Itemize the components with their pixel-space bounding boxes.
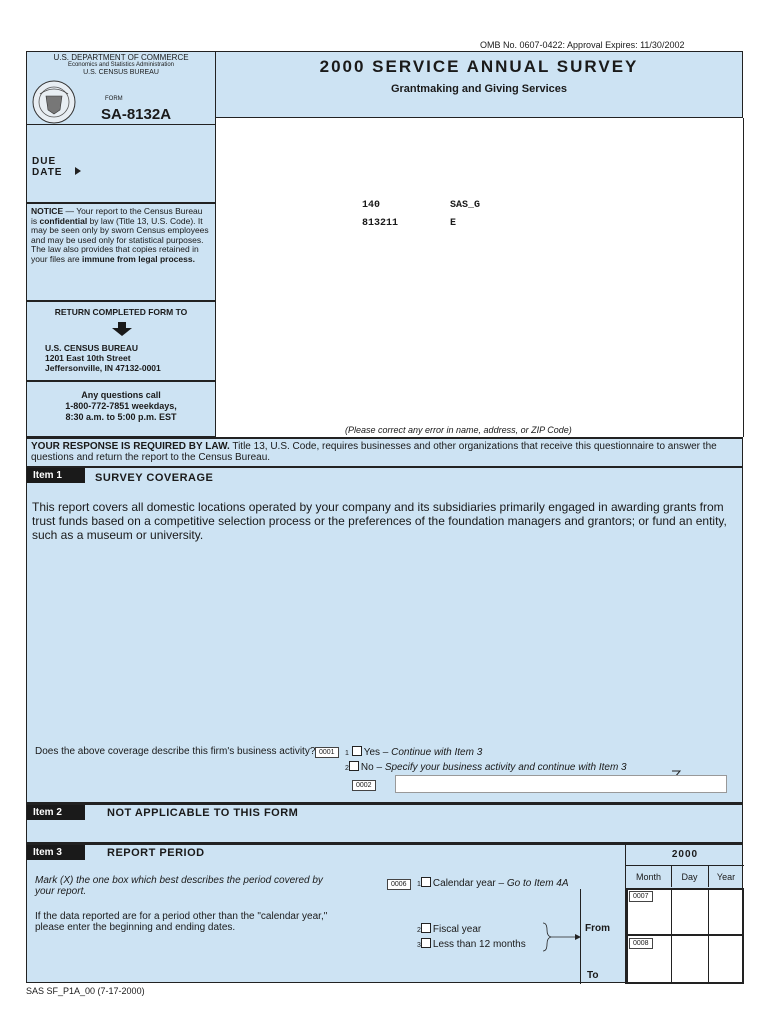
- bureau-name: U.S. CENSUS BUREAU: [83, 69, 159, 76]
- to-label: To: [587, 970, 599, 981]
- less-than-12-months-option[interactable]: 3 Less than 12 months: [417, 939, 526, 950]
- item-2-label: Item 2: [27, 805, 85, 820]
- fiscal-year-option[interactable]: 2 Fiscal year: [417, 924, 482, 935]
- yes-checkbox[interactable]: [352, 746, 362, 756]
- item-1-section: [26, 467, 743, 803]
- no-checkbox[interactable]: [349, 761, 359, 771]
- report-period-instruction-2: If the data reported are for a period other than the "calendar year," please enter the beginning and ending dates.: [35, 911, 328, 933]
- form-label: FORM: [105, 96, 123, 102]
- item-code-0001: 0001: [315, 747, 339, 758]
- calendar-year-checkbox[interactable]: [421, 877, 431, 887]
- notice-block: [26, 203, 216, 301]
- omb-number: OMB No. 0607-0422: Approval Expires: 11/30/2002: [480, 40, 685, 50]
- item-1-body: This report covers all domestic locations operated by your company and its subsidiaries primarily engaged in awarding grants from trust funds based on a competitive selection process or the preferences of the foundation managers and grantors; or fund an entity, such as a museum or university.: [32, 500, 727, 542]
- title-block: [215, 51, 743, 118]
- address-line-1a: 140: [362, 200, 381, 211]
- notice-text-a: — Your report to the Census Bureau is: [31, 206, 203, 226]
- required-heading: YOUR RESPONSE IS REQUIRED BY LAW.: [31, 441, 230, 452]
- year-header: 2000: [671, 849, 699, 860]
- department-block: [26, 51, 216, 203]
- item-code-0002: 0002: [352, 780, 376, 791]
- arrow-right-icon: [75, 167, 81, 175]
- from-day-field[interactable]: [673, 892, 707, 932]
- phone-hours: 8:30 a.m. to 5:00 p.m. EST: [65, 412, 177, 422]
- notice-confidential: confidential: [39, 215, 88, 226]
- survey-title: 2000 SERVICE ANNUAL SURVEY: [319, 57, 639, 76]
- arrow-down-icon: [112, 322, 132, 341]
- to-date-row: [626, 936, 744, 984]
- from-label: From: [585, 923, 610, 934]
- questions-line-1: Any questions call: [81, 390, 161, 400]
- notice-immune: immune from legal process.: [82, 253, 195, 264]
- address-correction-note: (Please correct any error in name, address, or ZIP Code): [345, 425, 572, 435]
- return-address-block: [26, 301, 216, 381]
- business-activity-field[interactable]: [395, 775, 727, 793]
- to-day-field[interactable]: [673, 938, 707, 980]
- department-name: U.S. DEPARTMENT OF COMMERCE: [53, 53, 189, 62]
- item-1-title: SURVEY COVERAGE: [95, 472, 214, 484]
- item-code-0008: 0008: [629, 938, 653, 949]
- to-month-field[interactable]: [630, 952, 670, 980]
- month-column-header: Month: [635, 872, 661, 882]
- administration-name: Economics and Statistics Administration: [67, 62, 175, 68]
- form-code-footer: SAS SF_P1A_00 (7-17-2000): [26, 986, 145, 996]
- day-column-header: Day: [681, 872, 698, 882]
- item-code-0006: 0006: [387, 879, 411, 890]
- form-id: SA-8132A: [101, 106, 172, 123]
- item-2-section: [26, 803, 743, 843]
- coverage-no-option[interactable]: 2 No – Specify your business activity and continue with Item 3: [345, 762, 627, 773]
- notice-text-b: by law (Title 13, U.S. Code). It may be seen only by sworn Census employees and may be used only for statistical purposes. The law also provides that copies retained in your files are: [31, 215, 209, 264]
- report-period-instruction: Mark (X) the one box which best describes the period covered by your report.: [35, 875, 323, 897]
- item-1-label: Item 1: [27, 468, 85, 483]
- from-month-field[interactable]: [630, 904, 670, 932]
- item-3-section: [26, 843, 743, 983]
- required-text: Title 13, U.S. Code, requires businesses and other organizations that receive this questionnaire to answer the questions and return the report to the Census Bureau.: [31, 441, 717, 463]
- return-line-3: Jeffersonville, IN 47132-0001: [45, 363, 161, 373]
- coverage-yes-option[interactable]: 1 Yes – Continue with Item 3: [345, 747, 483, 758]
- notice-heading: NOTICE: [31, 206, 64, 216]
- from-year-field[interactable]: [710, 892, 742, 932]
- coverage-question: Does the above coverage describe this firm's business activity?: [35, 746, 316, 757]
- brace-arrow-icon: [541, 922, 583, 957]
- year-column-header: Year: [716, 872, 736, 882]
- department-seal-icon: [32, 80, 76, 124]
- to-year-field[interactable]: [710, 938, 742, 980]
- return-line-1: U.S. CENSUS BUREAU: [45, 343, 139, 353]
- phone-number: 1-800-772-7851 weekdays,: [65, 401, 177, 411]
- address-line-2a: 813211: [362, 218, 399, 229]
- less-than-12-months-checkbox[interactable]: [421, 938, 431, 948]
- item-2-title: NOT APPLICABLE TO THIS FORM: [107, 807, 299, 819]
- return-line-2: 1201 East 10th Street: [45, 353, 131, 363]
- address-line-2b: E: [450, 218, 457, 229]
- item-code-0007: 0007: [629, 891, 653, 902]
- date-table: [625, 845, 743, 984]
- required-by-law-notice: [26, 437, 743, 467]
- from-date-row: [626, 888, 744, 936]
- due-date-label: DUE DATE: [32, 156, 63, 178]
- questions-block: [26, 381, 216, 437]
- item-3-label: Item 3: [27, 845, 85, 860]
- item-3-title: REPORT PERIOD: [107, 847, 205, 859]
- return-title: RETURN COMPLETED FORM TO: [54, 307, 188, 317]
- address-line-1b: SAS_G: [450, 200, 481, 211]
- survey-subtitle: Grantmaking and Giving Services: [390, 83, 568, 95]
- fiscal-year-checkbox[interactable]: [421, 923, 431, 933]
- calendar-year-option[interactable]: 1 Calendar year – Go to Item 4A: [417, 878, 569, 889]
